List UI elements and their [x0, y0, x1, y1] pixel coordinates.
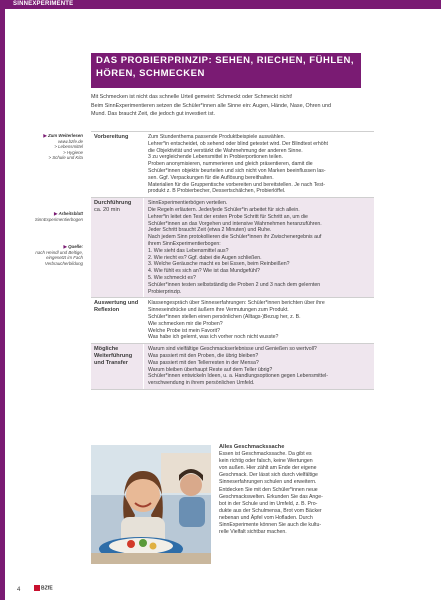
- side-note-heading: Zum Weiterlesen: [47, 133, 83, 138]
- caption-line: SinnExperimente können Sie auch die kultu-: [219, 522, 322, 529]
- table-row: [91, 132, 374, 198]
- row-content-line: 3. Welche Geräusche macht es bei Essen, beim Reinbeißen?: [148, 261, 290, 268]
- side-note-arbeitsblatt: [3, 211, 83, 222]
- link-hygiene[interactable]: > Hygiene: [63, 149, 83, 155]
- row-content-line: Welche Probe ist mein Favorit?: [148, 327, 220, 334]
- page-number: 4: [17, 587, 21, 593]
- row-content-line: Sinneseindrücke und äußern ihre Vermutungen zum Produkt.: [148, 307, 289, 314]
- link-schule-kita[interactable]: > Schule und Kita: [48, 155, 83, 161]
- row-content-line: Materialien für die Gruppentische vorbereiten und bereitstellen. Je nach Test-: [148, 181, 325, 188]
- row-content-line: produkt z. B Probierbecher, Dessertschälchen, Probierlöffel.: [148, 188, 286, 195]
- logo-mark-icon: [34, 585, 40, 591]
- row-content-line: Jeder Schritt braucht Zeit (etwa 2 Minuten) und Ruhe.: [148, 227, 272, 234]
- caption-line: Geschmack. Der lässt sich durch vielfältige: [219, 472, 318, 479]
- row-sublabel: ca. 20 min: [94, 206, 120, 213]
- row-content: [143, 344, 374, 389]
- row-content-line: Was passiert mit den Tellerresten in der Mensa?: [148, 359, 259, 366]
- row-content-line: Schüler*innen entwickeln Ideen, u. a. Handlungsoptionen gegen Lebensmittel-: [148, 373, 328, 380]
- table-row: [91, 298, 374, 344]
- row-content-line: Was habe ich gelernt, was ich vorher noch nicht wusste?: [148, 334, 279, 341]
- photo-illustration: [91, 445, 211, 564]
- row-content-line: 3 zu vergleichende Lebensmittel in Probierportionen teilen.: [148, 154, 283, 161]
- row-content-line: Lehrer*in leitet den Test der ersten Probe Schritt für Schritt an, um die: [148, 213, 308, 220]
- row-label-text: Vorbereitung: [94, 134, 129, 140]
- side-note-line: Verbraucherbildung: [44, 260, 83, 266]
- row-content-line: Schüler*innen testen selbstständig die Proben 2 und 3 nach dem gelernten: [148, 281, 321, 288]
- row-content-line: 5. Wie schmeckt es?: [148, 274, 196, 281]
- arrow-icon: ▶: [43, 133, 48, 138]
- row-label: [91, 132, 143, 197]
- bzfe-logo: [34, 585, 53, 591]
- row-label: [91, 198, 143, 297]
- row-content-line: Was passiert mit den Proben, die übrig bleiben?: [148, 352, 259, 359]
- side-note-heading: Arbeitsblatt: [58, 211, 83, 216]
- row-content-line: Wie schmecken mir die Proben?: [148, 320, 223, 327]
- row-label: [91, 298, 143, 343]
- row-content-line: 1. Wie sieht das Lebensmittel aus?: [148, 247, 229, 254]
- side-note-weiterlesen: [3, 133, 83, 161]
- row-content-line: Zum Stundenthema passende Produktbeispiele auswählen.: [148, 134, 285, 140]
- row-content-line: Schüler*innen an das Vorgehen und intensive Wahrnehmen heranzuführen.: [148, 220, 322, 227]
- link-www[interactable]: www.bzfe.de: [58, 138, 83, 144]
- row-content-line: SinnExperimentierbögen verteilen.: [148, 200, 228, 207]
- arrow-icon: ▶: [63, 244, 69, 249]
- intro-line: Mit Schmecken ist nicht das schnelle Urteil gemeint: Schmeckt oder Schmeckt nicht!: [91, 94, 293, 100]
- row-content-line: sen. Ggf. Verpackungen für die Auflösung bereithalten.: [148, 174, 274, 181]
- row-label-text: Mögliche Weiterführung und Transfer: [94, 346, 133, 366]
- row-label: [91, 344, 143, 389]
- row-label-text: Durchführung: [94, 200, 132, 207]
- row-content: [143, 132, 374, 197]
- photo-caption: [219, 444, 374, 536]
- row-content-line: die Objektivität und verstärkt die Wahrnehmung der anderen Sinne.: [148, 147, 303, 154]
- caption-line: relle Vielfalt sichtbar machen.: [219, 529, 287, 536]
- row-content-line: Die Regeln erläutern. Jeder/jede Schüler*in arbeitet für sich allein.: [148, 206, 300, 213]
- caption-line: Entdecken Sie mit den Schüler*innen neue: [219, 486, 318, 493]
- method-table: [91, 131, 374, 390]
- row-content-line: Schüler*innen objektiv beurteilen und sich nicht von Marken beeinflussen las-: [148, 167, 326, 174]
- caption-line: dukte aus der Schulmensa, Brot vom Bäcker: [219, 507, 322, 514]
- caption-line: Geschmackswelten. Erkunden Sie das Ange-: [219, 493, 323, 500]
- sidebar-accent-bar: [0, 9, 5, 600]
- side-note-line: SinnExperimentierbogen: [34, 216, 83, 222]
- row-content: [143, 198, 374, 297]
- arrow-icon: ▶: [53, 211, 59, 216]
- row-content-line: Klassengespräch über Sinneserfahrungen: Schüler*innen berichten über ihre: [148, 300, 325, 307]
- caption-line: nebenan und Äpfel vom Hofladen. Durch: [219, 514, 313, 521]
- caption-heading: Alles Geschmackssache: [219, 444, 285, 450]
- side-note-heading: Quelle:: [68, 244, 83, 249]
- row-content: [143, 298, 374, 343]
- section-tab: SINNEXPERIMENTE: [10, 0, 79, 9]
- row-content-line: Warum bleiben überhaupt Reste auf dem Teller übrig?: [148, 366, 273, 373]
- caption-line: bot in der Schule und im Umfeld, z. B. Pro-: [219, 500, 318, 507]
- side-note-line: nach Heindl und Beltige,: [35, 249, 83, 255]
- table-row: [91, 344, 374, 390]
- row-content-line: ihrem SinnExperimentierbogen:: [148, 240, 221, 247]
- caption-line: Essen ist Geschmackssache. Da gibt es: [219, 451, 312, 458]
- link-lebensmittel[interactable]: > Lebensmittel: [54, 144, 83, 150]
- row-content-line: 2. Wie riecht es? Ggf. dabei die Augen schließen.: [148, 254, 262, 261]
- row-content-line: verschwendung in ihrem persönlichen Umfeld.: [148, 380, 255, 387]
- side-note-quelle: [3, 244, 83, 266]
- table-row: [91, 198, 374, 298]
- row-content-line: Lehrer*in entscheidet, ob sehend oder blind getestet wird. Der Blindtest erhöht: [148, 140, 328, 147]
- row-content-line: Nach jedem Sinn protokollieren die Schüler*innen ihr Zwischenergebnis auf: [148, 234, 322, 241]
- row-content-line: Warum sind vielfältige Geschmackserlebnisse und Genießen so wertvoll?: [148, 346, 317, 353]
- side-note-line: eingesetzt im Fach: [46, 255, 83, 261]
- row-content-line: Schüler*innen stellen einen persönlichen (Alltags-)Bezug her, z. B.: [148, 313, 301, 320]
- intro-text: [91, 93, 366, 119]
- caption-line: Sinneserfahrungen schulen und erweitern.: [219, 479, 317, 486]
- page-title: [91, 53, 361, 88]
- logo-text: BZfE: [41, 585, 53, 592]
- row-label-text: Auswertung und Reflexion: [94, 300, 139, 314]
- caption-line: kein richtig oder falsch, keine Wertungen: [219, 458, 313, 465]
- caption-line: von außen. Hier zählt am Ende der eigene: [219, 465, 317, 472]
- row-content-line: Probierprinzip.: [148, 288, 182, 295]
- row-content-line: Proben anonymisieren, nummerieren und gleich präsentieren, damit die: [148, 161, 313, 168]
- children-eating-photo: [91, 445, 211, 564]
- row-content-line: 4. Wie fühlt es sich an? Wie ist das Mundgefühl?: [148, 268, 260, 275]
- page-title-text: DAS PROBIERPRINZIP: SEHEN, RIECHEN, FÜHLEN, HÖREN, SCHMECKEN: [96, 55, 354, 79]
- intro-line: Beim SinnExperimentieren setzen die Schüler*innen alle Sinne ein: Augen, Hände, Nase, Ohren und Mund. Das braucht Zeit, die jedoch gut investiert ist.: [91, 103, 332, 117]
